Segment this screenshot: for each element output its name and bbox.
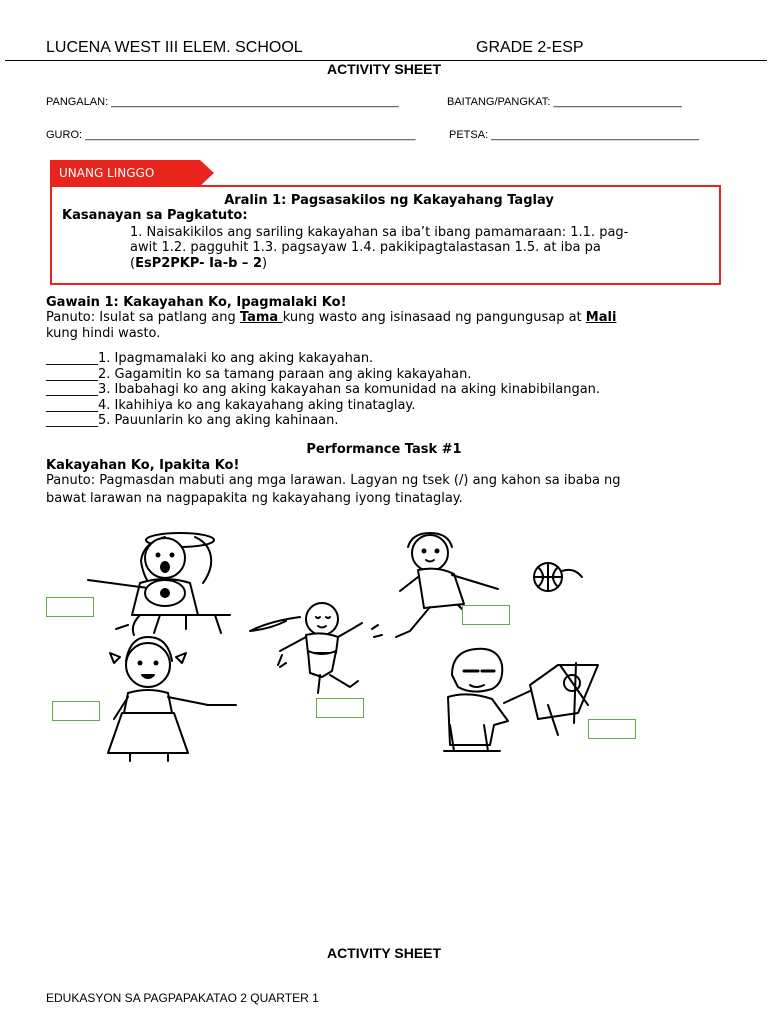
checkbox-dancing[interactable] — [316, 698, 364, 718]
singing-guitar-girl-image — [88, 533, 230, 635]
week-tab-label: UNANG LINGGO — [59, 166, 155, 180]
week-tab — [50, 160, 215, 186]
competency-line-2: awit 1.2. pagguhit 1.3. pagsayaw 1.4. pakikipagtalastasan 1.5. at iba pa — [130, 240, 601, 255]
checkbox-speaking[interactable] — [52, 701, 100, 721]
tama-keyword: Tama — [239, 310, 283, 325]
task-instruction-1: Panuto: Pagmasdan mabuti ang mga larawan. Lagyan ng tsek (/) ang kahon sa ibaba ng — [46, 473, 621, 488]
checkbox-basketball[interactable] — [462, 605, 510, 625]
activity-item-5[interactable]: ________5. Pauunlarin ko ang aking kahinaan. — [46, 413, 339, 428]
code-close-paren: ) — [262, 256, 268, 271]
speaking-girl-image — [108, 637, 236, 761]
painting-boy-image — [444, 649, 598, 751]
instr-part-b: kung wasto ang isinasaad ng pangungusap at — [282, 310, 586, 325]
task-instruction-2: bawat larawan na nagpapakita ng kakayahang iyong tinataglay. — [46, 491, 463, 506]
task-subtitle: Kakayahan Ko, Ipakita Ko! — [46, 458, 240, 473]
sheet-title: ACTIVITY SHEET — [326, 61, 442, 77]
checkbox-painting[interactable] — [588, 719, 636, 739]
name-field[interactable]: PANGALAN: _______________________________________________ — [46, 96, 399, 108]
activity-item-4[interactable]: ________4. Ikahihiya ko ang kakayahang aking tinataglay. — [46, 398, 416, 413]
activity-item-1[interactable]: ________1. Ipagmamalaki ko ang aking kakayahan. — [46, 351, 374, 366]
week-tab-arrow — [200, 160, 214, 186]
school-name: LUCENA WEST III ELEM. SCHOOL — [46, 39, 303, 56]
instr-part-a: Panuto: Isulat sa patlang ang — [46, 310, 240, 325]
competency-label: Kasanayan sa Pagkatuto: — [62, 208, 248, 223]
competency-code: EsP2PKP- Ia-b – 2 — [135, 256, 262, 271]
task-title: Performance Task #1 — [306, 442, 462, 457]
activity-title: Gawain 1: Kakayahan Ko, Ipagmalaki Ko! — [46, 295, 347, 310]
section-field[interactable]: BAITANG/PANGKAT: _____________________ — [447, 96, 682, 108]
competency-code-line — [130, 256, 267, 272]
mali-keyword: Mali — [585, 310, 617, 325]
grade-label: GRADE 2-ESP — [476, 39, 584, 56]
teacher-field[interactable]: GURO: ______________________________________________________ — [46, 129, 416, 141]
activity-item-3[interactable]: ________3. Ibabahagi ko ang aking kakayahan sa komunidad na aking kinabibilangan. — [46, 382, 601, 397]
date-field[interactable]: PETSA: __________________________________ — [449, 129, 700, 141]
activity-instruction-line-1 — [46, 310, 616, 326]
lesson-title: Aralin 1: Pagsasakilos ng Kakayahang Taglay — [224, 193, 554, 208]
activity-instruction-line-2: kung hindi wasto. — [46, 326, 161, 341]
competency-line-1: 1. Naisakikilos ang sariling kakayahan sa iba’t ibang pamamaraan: 1.1. pag- — [130, 225, 629, 240]
activity-item-2[interactable]: ________2. Gagamitin ko sa tamang paraan ang aking kakayahan. — [46, 367, 472, 382]
footer-subject: EDUKASYON SA PAGPAPAKATAO 2 QUARTER 1 — [46, 991, 319, 1005]
footer-title: ACTIVITY SHEET — [326, 945, 442, 961]
dancing-girl-image — [250, 603, 382, 693]
illustrations — [0, 525, 768, 765]
code-open-paren: ( — [130, 256, 136, 271]
checkbox-singing[interactable] — [46, 597, 94, 617]
